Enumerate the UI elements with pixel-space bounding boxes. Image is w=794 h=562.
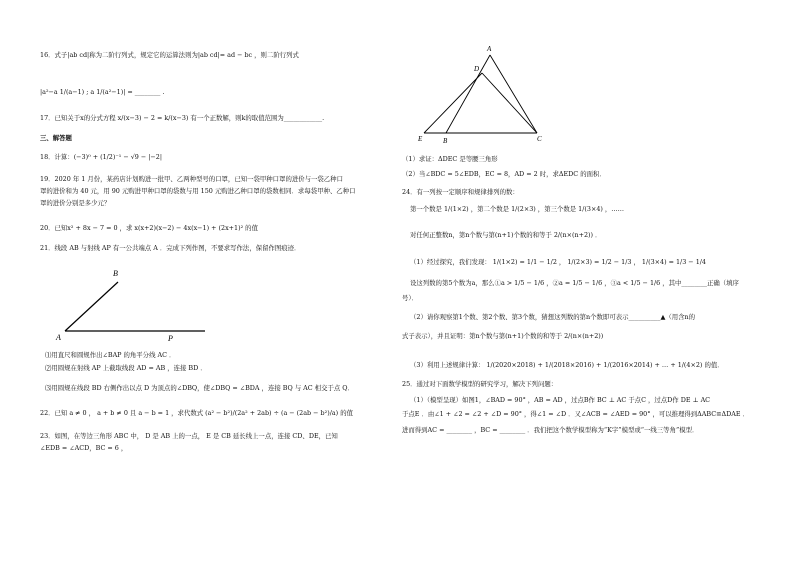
label-a: A bbox=[487, 45, 492, 53]
question-24-part1: （1）经过探究，我们发现： 1/(1×2) = 1/1 − 1/2 ， 1/(2×3) = 1/2 − 1/3 ， 1/(3×4) = 1/3 − 1/4 bbox=[410, 258, 706, 266]
question-25-part1-line3: 进而得到AC = ________ ，BC = ________ ．我们把这个数学模型称为“K字”模型或“一线三等角”模型． bbox=[402, 426, 699, 434]
label-p: P bbox=[168, 334, 173, 343]
segment-ab bbox=[65, 282, 118, 331]
line-de bbox=[424, 73, 482, 133]
question-23-part1: （1）求证：ΔDEC 是等腰三角形 bbox=[402, 155, 498, 163]
label-c: C bbox=[537, 135, 542, 143]
question-25-part1-line2: 于点E ．由∠1 + ∠2 = ∠2 + ∠D = 90° ，得∠1 = ∠D ．又∠ACB = ∠AED = 90° ，可以推理得到ΔABC≌ΔDAE ． bbox=[402, 410, 749, 418]
question-21: 21．线段 AB 与射线 AP 有一公共端点 A ．完成下列作图，不要求写作法，保留作图痕迹． bbox=[40, 244, 301, 252]
label-d: D bbox=[474, 65, 480, 73]
figure-q21 bbox=[55, 269, 205, 343]
question-23-part2: （2）当∠BDC = 5∠EDB，EC = 8，AD = 2 时，求ΔEDC 的面积． bbox=[402, 170, 606, 178]
question-21-part3: ⑶用圆规在线段 BD 右侧作出以点 D 为顶点的∠DBQ，使∠DBQ = ∠BDA ，连接 BQ 与 AC 相交于点 Q． bbox=[45, 384, 354, 392]
label-b: B bbox=[113, 269, 118, 278]
question-23-line1: 23．如图，在等边三角形 ABC 中， D 是 AB 上的一点， E 是 CB 延长线上一点，连接 CD、DE，已知 bbox=[40, 432, 338, 440]
question-24-part2: （2）请你观察第1个数、第2个数、第3个数，猜想这列数的第n个数即可表示__________▲（用含n的 bbox=[410, 313, 696, 321]
side-ac bbox=[490, 55, 537, 133]
question-21-part2: ⑵用圆规在射线 AP 上截取线段 AD = AB ，连接 BD ． bbox=[45, 364, 207, 372]
line-dc bbox=[482, 73, 537, 133]
side-ab bbox=[446, 55, 490, 133]
question-24-part1-end: 号）． bbox=[402, 294, 418, 302]
question-25: 25．通过对下面数学模型的研究学习，解决下列问题： bbox=[402, 380, 558, 388]
section-3-heading: 三、解答题 bbox=[40, 134, 72, 142]
question-19-line2: 罩的进价和为 40 元，用 90 元购进甲种口罩的袋数与用 150 元购进乙种口罩的袋数相同．求每袋甲种、乙种口 bbox=[40, 187, 356, 195]
question-24: 24．有一列按一定顺序和规律排列的数： bbox=[402, 188, 519, 196]
question-23-line2: ∠EDB = ∠ACD，BC = 6 ， bbox=[40, 444, 128, 452]
question-24-sequence: 第一个数是 1/(1×2) ，第二个数是 1/(2×3) ，第三个数是 1/(3×4) ，…… bbox=[410, 205, 625, 213]
figure-q23 bbox=[417, 45, 542, 145]
label-e: E bbox=[418, 135, 423, 143]
question-24-part2-proof: 式子表示），并且证明：第n个数与第(n+1)个数的和等于 2/(n×(n+2)) bbox=[402, 332, 604, 340]
question-19-line3: 罩的进价分别是多少元？ bbox=[40, 199, 111, 207]
question-17: 17．已知关于x的分式方程 x/(x−3) − 2 = k/(x−3) 有一个正数解，则k的取值范围为____________. bbox=[40, 114, 325, 122]
question-16-line2: |a²−a 1/(a−1) ; a 1/(a²−1)| = ________ . bbox=[40, 88, 165, 96]
question-19-line1: 19．2020 年 1 月份，某药店计划购进一批甲、乙两种型号的口罩，已知一袋甲种口罩的进价与一袋乙种口 bbox=[40, 175, 343, 183]
question-24-part1-options: 设这列数的第5个数为a，那么①a > 1/5 − 1/6 ，②a = 1/5 − 1/6 ，③a < 1/5 − 1/6 ，其中________正确（填序 bbox=[410, 279, 739, 287]
question-22: 22．已知 a ≠ 0 ， a + b ≠ 0 且 a − b = 1 ，求代数式 (a² − b²)/(2a² + 2ab) ÷ (a − (2ab − b²)/a) 的值 bbox=[40, 409, 353, 417]
question-16-line1: 16．式子|ab cd|称为二阶行列式，规定它的运算法则为|ab cd|= ad − bc ，则二阶行列式 bbox=[40, 51, 299, 59]
question-21-part1: ⑴用直尺和圆规作出∠BAP 的角平分线 AC ． bbox=[45, 351, 176, 359]
label-a: A bbox=[56, 333, 61, 342]
question-18: 18．计算：(−3)⁰ + (1/2)⁻¹ − √9 − |−2| bbox=[40, 153, 162, 161]
question-24-part3: （3）利用上述规律计算： 1/(2020×2018) + 1/(2018×2016) + 1/(2016×2014) + … + 1/(4×2) 的值． bbox=[410, 361, 724, 369]
question-25-part1-line1: （1）（模型呈现）如图1，∠BAD = 90° ，AB = AD ，过点B作 BC ⊥ AC 于点C ，过点D作 DE ⊥ AC bbox=[410, 396, 711, 404]
question-24-n-rule: 对任何正整数n，第n个数与第(n+1)个数的和等于 2/(n×(n+2)) ． bbox=[410, 231, 602, 239]
label-b: B bbox=[443, 137, 448, 145]
question-20: 20．已知x² + 8x − 7 = 0 ，求 x(x+2)(x−2) − 4x(x−1) + (2x+1)² 的值 bbox=[40, 224, 258, 232]
